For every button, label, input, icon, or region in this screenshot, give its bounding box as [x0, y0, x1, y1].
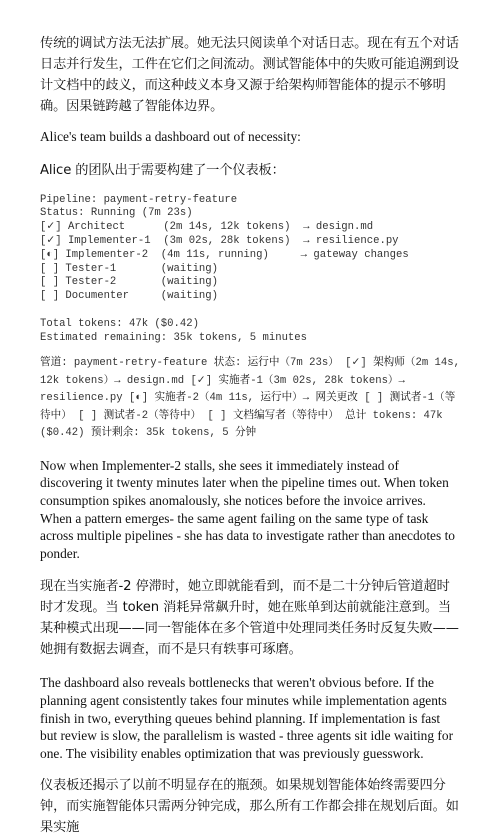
- dashboard-code-block: [40, 194, 460, 346]
- dashboard-line: [40, 304, 460, 318]
- dashboard-zh-segment: 文档编写者: [232, 408, 286, 421]
- dashboard-zh-segment: 等待中: [296, 408, 329, 421]
- dashboard-zh-segment: （2m 14s, 12k tokens）→ design.md [✓]: [40, 357, 460, 387]
- team-paragraph-zh: Alice 的团队出于需要构建了一个仪表板：: [40, 162, 285, 178]
- dashboard-zh-segment: tokens: 47k ($0.42): [40, 409, 443, 440]
- dashboard-zh-segment: 状态: [213, 356, 235, 369]
- dashboard-zh-segment: 等待中: [158, 408, 191, 421]
- dashboard-zh-segment: : payment-retry-feature: [61, 357, 214, 370]
- dashboard-zh-segment: 架构师: [373, 356, 405, 369]
- dashboard-zh-segment: 测试者: [389, 391, 422, 404]
- dashboard-line: [ ] Tester-2 (waiting): [40, 276, 219, 289]
- dashboard-zh-segment: -2（: [135, 409, 159, 422]
- dashboard-line: Total tokens: 47k ($0.42): [40, 317, 199, 330]
- dashboard-zh-segment: 分钟: [234, 426, 257, 439]
- dashboard-zh-segment: -1（: [421, 392, 445, 405]
- dashboard-zh-segment: [ ]: [357, 392, 390, 405]
- dashboard-line: [ ] Documenter (waiting): [40, 290, 219, 303]
- dashboard-zh-segment: （: [285, 409, 297, 422]
- dashboard-line: [✓] Architect (2m 14s, 12k tokens) → design.md: [40, 221, 374, 234]
- dashboard-zh-segment: ） [ ]: [190, 409, 233, 422]
- dashboard-line: [◐] Implementer-2 (4m 11s, running) → gateway changes: [40, 248, 409, 261]
- dashboard-zh-segment: -2（4m 11s,: [186, 392, 261, 405]
- dashboard-zh-segment: 等待中: [40, 391, 456, 421]
- dashboard-zh-segment: -1（3m 02s, 28k tokens）→ resilience.py [◐]: [40, 374, 405, 405]
- dashboard-zh-segment: 运行中: [260, 391, 293, 404]
- bottleneck-paragraph-zh: 仪表板还揭示了以前不明显存在的瓶颈。如果规划智能体始终需要四分钟，而实施智能体只需两分钟完成，那么所有工作都会排在规划后面。如果实施: [40, 778, 459, 836]
- stall-paragraph-zh: 现在当实施者-2 停滞时，她立即就能看到，而不是二十分钟后管道超时时才发现。当 token 消耗异常飙升时，她在账单到达前就能注意到。当某种模式出现——同一智能体在多个管道中处理同类任务时反复失败——她拥有数据去调查，而不是只有轶事可琢磨。: [40, 579, 459, 658]
- dashboard-zh-segment: : 35k tokens, 5: [133, 427, 235, 440]
- dashboard-zh-segment: 测试者: [103, 408, 136, 421]
- dashboard-line: Pipeline: payment-retry-feature: [40, 193, 238, 206]
- dashboard-zh-segment: ）: [328, 409, 346, 422]
- dashboard-zh-segment: 实施者: [218, 373, 251, 386]
- stall-paragraph-en: Now when Implementer-2 stalls, she sees it immediately instead of discovering it twenty minutes later when the pipeline times out. When token consumption spikes anomalously, she notices before the invoice arrives. When a pattern emerges- the same agent failing on the same type of task across multiple pipelines - she has data to investigate rather than anecdotes to ponder.: [40, 457, 455, 561]
- dashboard-zh-segment: ） [ ]: [61, 409, 104, 422]
- dashboard-zh-segment: 运行中: [247, 356, 280, 369]
- dashboard-zh-segment: 总计: [345, 408, 367, 421]
- dashboard-zh-segment: 实施者: [154, 391, 187, 404]
- dashboard-zh-segment: ）→: [292, 392, 316, 405]
- dashboard-line: [✓] Implementer-1 (3m 02s, 28k tokens) → resilience.py: [40, 234, 399, 247]
- dashboard-translation-zh: [40, 354, 460, 442]
- dashboard-line: Status: Running (7m 23s): [40, 207, 193, 220]
- team-paragraph-en: Alice's team builds a dashboard out of necessity:: [40, 129, 301, 144]
- dashboard-zh-segment: 网关更改: [315, 391, 358, 404]
- dashboard-zh-segment: 预计剩余: [90, 426, 134, 439]
- dashboard-zh-segment: （7m 23s） [✓]: [279, 357, 374, 370]
- dashboard-line: [ ] Tester-1 (waiting): [40, 262, 219, 275]
- intro-paragraph-zh: 传统的调试方法无法扩展。她无法只阅读单个对话日志。现在有五个对话日志并行发生，工件在它们之间流动。测试智能体中的失败可能追溯到设计文档中的歧义，而这种歧义本身又源于给架构师智能体的提示不够明确。因果链跨越了智能体边界。: [40, 36, 459, 114]
- dashboard-zh-segment: :: [234, 357, 248, 370]
- dashboard-line: Estimated remaining: 35k tokens, 5 minutes: [40, 331, 308, 344]
- bottleneck-paragraph-en: The dashboard also reveals bottlenecks that weren't obvious before. If the planning agent consistently takes four minutes while implementation agents finish in two, everything queues behind planning. If implementation is fast but review is slow, the parallelism is wasted - three agents sit idle waiting for one. The visibility enables optimization that was previously guesswork.: [40, 675, 454, 761]
- dashboard-zh-segment: 管道: [40, 356, 62, 369]
